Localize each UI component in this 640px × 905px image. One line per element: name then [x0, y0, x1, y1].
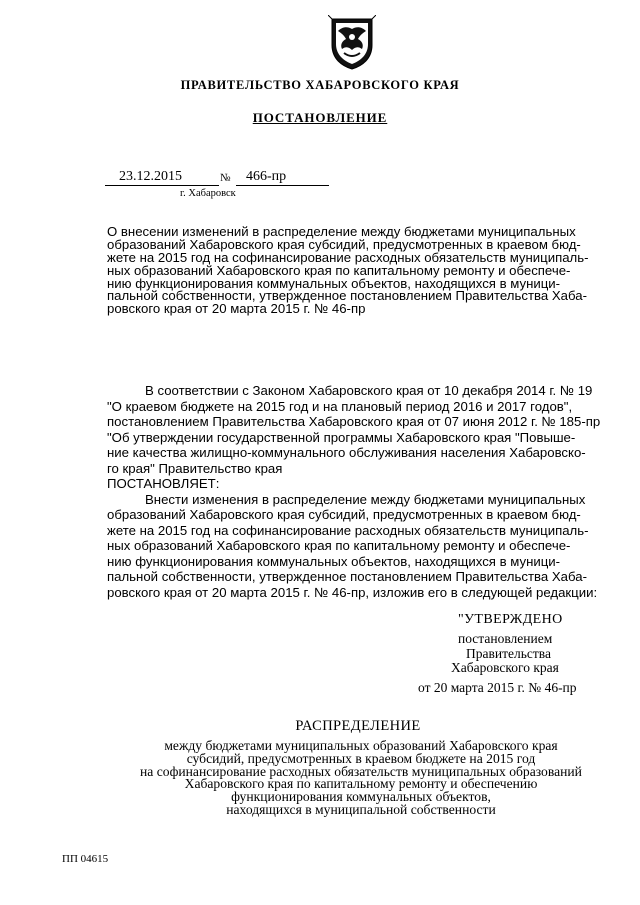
document-type: ПОСТАНОВЛЕНИЕ: [252, 110, 388, 125]
operative-line: образований Хабаровского края субсидий, предусмотренных в краевом бюд-: [107, 507, 581, 522]
government-title: ПРАВИТЕЛЬСТВО ХАБАРОВСКОГО КРАЯ: [180, 78, 460, 92]
preamble-line: "О краевом бюджете на 2015 год и на плановый период 2016 и 2017 годов",: [107, 398, 573, 414]
approval-line: постановлением: [458, 631, 553, 646]
number-sign: №: [220, 172, 231, 184]
preamble-line: "Об утверждении государственной программы Хабаровского края "Повыше-: [107, 429, 576, 445]
distribution-line: Хабаровского края по капитальному ремонту и обеспечению: [184, 776, 538, 792]
subject-line: О внесении изменений в распределение между бюджетами муниципальных: [107, 224, 576, 239]
subject-line: ных образований Хабаровского края по капитальному ремонту и обеспече-: [107, 262, 571, 278]
operative-line: Внести изменения в распределение между бюджетами муниципальных: [145, 491, 586, 507]
approval-stamp: [418, 632, 618, 695]
approval-line: Хабаровского края: [451, 660, 559, 675]
subject-line: нию функционирования коммунальных объектов, находящихся в муници-: [107, 275, 561, 291]
operative-line: ровского края от 20 марта 2015 г. № 46-пр, изложив его в следующей редакции:: [107, 584, 598, 600]
subject-line: пальной собственности, утвержденное постановлением Правительства Хаба-: [107, 288, 587, 304]
distribution-line: между бюджетами муниципальных образований Хабаровского края: [164, 738, 558, 753]
preamble-line: ние качества жилищно-коммунального обслуживания населения Хабаровско-: [107, 445, 586, 460]
distribution-line: на софинансирование расходных обязательств муниципальных образований: [140, 763, 582, 779]
preamble-line: постановлением Правительства Хабаровского края от 07 июня 2012 г. № 185-пр: [107, 414, 601, 429]
approval-line: Правительства: [466, 645, 551, 661]
operative-line: жете на 2015 год на софинансирование расходных обязательств муниципаль-: [107, 522, 589, 538]
resolve-word: ПОСТАНОВЛЯЕТ:: [107, 476, 220, 491]
distribution-title: РАСПРЕДЕЛЕНИЕ: [295, 718, 421, 734]
preamble-line: го края" Правительство края: [107, 460, 283, 476]
city-name: г. Хабаровск: [180, 188, 236, 199]
operative-line: ных образований Хабаровского края по капитальному ремонту и обеспече-: [107, 538, 571, 553]
subject-line: жете на 2015 год на софинансирование расходных обязательств муниципаль-: [107, 249, 589, 265]
approval-line: от 20 марта 2015 г. № 46-пр: [418, 679, 577, 695]
registration-date: 23.12.2015: [105, 168, 219, 186]
document-body: [107, 383, 627, 600]
preamble-line: В соответствии с Законом Хабаровского края от 10 декабря 2014 г. № 19: [145, 383, 593, 398]
distribution-line: находящихся в муниципальной собственности: [226, 801, 496, 817]
document-code: ПП 04615: [62, 853, 109, 865]
distribution-line: функционирования коммунальных объектов,: [231, 789, 491, 805]
operative-line: пальной собственности, утвержденное постановлением Правительства Хаба-: [107, 569, 587, 584]
distribution-line: субсидий, предусмотренных в краевом бюджете на 2015 год: [186, 750, 536, 766]
operative-line: нию функционирования коммунальных объектов, находящихся в муници-: [107, 553, 561, 569]
subject-line: ровского края от 20 марта 2015 г. № 46-пр: [107, 301, 366, 317]
coat-of-arms-emblem: [328, 15, 376, 70]
distribution-subtitle: [0, 740, 640, 817]
registration-number: 466-пр: [236, 168, 329, 186]
document-subject: [107, 226, 613, 316]
subject-line: образований Хабаровского края субсидий, предусмотренных в краевом бюд-: [107, 236, 581, 252]
approval-heading: "УТВЕРЖДЕНО: [458, 612, 563, 627]
